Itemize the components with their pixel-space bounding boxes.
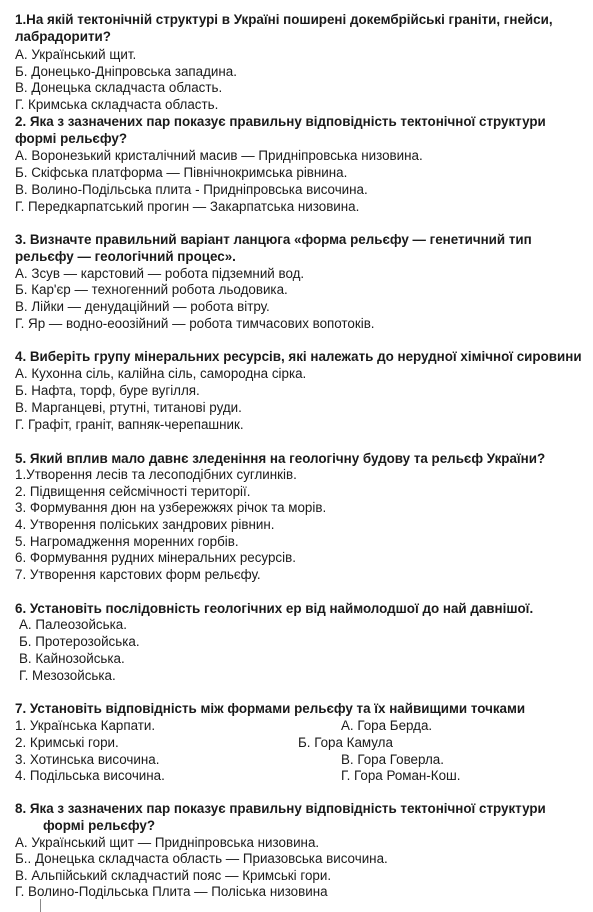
question-8-title: 8. Яка з зазначених пар показує правильну відповідність тектонічної структури bbox=[15, 801, 546, 816]
question-4-title: 4. Виберіть групу мінеральних ресурсів, які належать до нерудної хімічної сировини bbox=[15, 349, 582, 364]
question-3-option-c: В. Лійки — денудаційний — робота вітру. bbox=[15, 299, 270, 314]
question-6-title: 6. Установіть послідовність геологічних ер від наймолодшої до най давнішої. bbox=[15, 601, 534, 616]
question-6-option-a: А. Палеозойська. bbox=[19, 617, 127, 632]
question-7-left-4: 4. Подільська височина. bbox=[15, 768, 165, 783]
question-7-left-3: 3. Хотинська височина. bbox=[15, 752, 160, 767]
question-8-option-c: В. Альпійський складчастий пояс — Кримські гори. bbox=[15, 868, 332, 883]
question-6-option-c: В. Кайнозойська. bbox=[19, 651, 125, 666]
question-7-right-b: Б. Гора Камула bbox=[298, 735, 393, 750]
question-1-title: 1.На якій тектонічній структурі в Україні поширені докембрійські граніти, гнейси, bbox=[15, 12, 553, 27]
question-1-title-cont: лабрадорити? bbox=[15, 29, 111, 44]
question-7-right-a: А. Гора Берда. bbox=[341, 718, 433, 733]
question-7-right-c: В. Гора Говерла. bbox=[341, 752, 444, 767]
question-8-option-d: Г. Волино-Подільська Плита — Поліська низовина bbox=[15, 884, 328, 899]
question-5-item-6: 6. Формування рудних мінеральних ресурсів. bbox=[15, 550, 296, 565]
text-cursor-mark bbox=[40, 899, 41, 912]
question-1-option-b: Б. Донецько-Дніпровська западина. bbox=[15, 64, 237, 79]
question-5-item-1: 1.Утворення лесів та лесоподібних суглинків. bbox=[15, 467, 297, 482]
question-8-option-b: Б.. Донецька складчаста область — Приазовська височина. bbox=[15, 851, 388, 866]
question-8-title-cont: формі рельєфу? bbox=[43, 818, 155, 833]
question-2-option-a: А. Воронезький кристалічний масив — Придніпровська низовина. bbox=[15, 148, 423, 163]
question-4-option-b: Б. Нафта, торф, буре вугілля. bbox=[15, 383, 200, 398]
question-7-left-1: 1. Українська Карпати. bbox=[15, 718, 156, 733]
question-2-option-d: Г. Передкарпатський прогин — Закарпатська низовина. bbox=[15, 199, 360, 214]
question-1-option-c: В. Донецька складчаста область. bbox=[15, 80, 223, 95]
question-5-title: 5. Який вплив мало давнє зледеніння на геологічну будову та рельєф України? bbox=[15, 451, 546, 466]
question-6-option-b: Б. Протерозойська. bbox=[19, 634, 140, 649]
question-3-title: 3. Визначте правильний варіант ланцюга «форма рельєфу — генетичний тип bbox=[15, 232, 532, 247]
question-5-item-2: 2. Підвищення сейсмічності території. bbox=[15, 484, 251, 499]
question-8-option-a: А. Український щит — Придніпровська низовина. bbox=[15, 835, 320, 850]
question-5-item-3: 3. Формування дюн на узбережжях річок та морів. bbox=[15, 500, 327, 515]
question-2-title: 2. Яка з зазначених пар показує правильну відповідність тектонічної структури bbox=[15, 114, 546, 129]
question-2-option-b: Б. Скіфська платформа — Північнокримська рівнина. bbox=[15, 165, 348, 180]
question-3-option-b: Б. Кар'єр — техногенний робота льодовика. bbox=[15, 282, 288, 297]
question-2-option-c: В. Волино-Подільська плита - Придніпровська височина. bbox=[15, 182, 368, 197]
question-4-option-d: Г. Графіт, граніт, вапняк-черепашник. bbox=[15, 417, 244, 432]
question-1-option-a: А. Український щит. bbox=[15, 47, 137, 62]
question-5-item-4: 4. Утворення поліських зандрових рівнин. bbox=[15, 517, 275, 532]
question-5-item-5: 5. Нагромадження моренних горбів. bbox=[15, 534, 239, 549]
question-7-title: 7. Установіть відповідність між формами рельєфу та їх найвищими точками bbox=[15, 701, 526, 716]
question-5-item-7: 7. Утворення карстових форм рельєфу. bbox=[15, 567, 261, 582]
question-3-title-cont: рельєфу — геологічний процес». bbox=[15, 249, 236, 264]
question-3-option-a: А. Зсув — карстовий — робота підземний вод. bbox=[15, 266, 305, 281]
question-7-left-2: 2. Кримські гори. bbox=[15, 735, 119, 750]
question-7-right-d: Г. Гора Роман-Кош. bbox=[341, 768, 461, 783]
question-6-option-d: Г. Мезозойська. bbox=[19, 668, 116, 683]
question-4-option-a: А. Кухонна сіль, калійна сіль, самородна сірка. bbox=[15, 366, 307, 381]
question-3-option-d: Г. Яр — водно-еоозійний — робота тимчасових вопотоків. bbox=[15, 316, 375, 331]
question-1-option-d: Г. Кримська складчаста область. bbox=[15, 97, 219, 112]
question-4-option-c: В. Марганцеві, ртутні, титанові руди. bbox=[15, 400, 242, 415]
question-2-title-cont: формі рельєфу? bbox=[15, 131, 127, 146]
